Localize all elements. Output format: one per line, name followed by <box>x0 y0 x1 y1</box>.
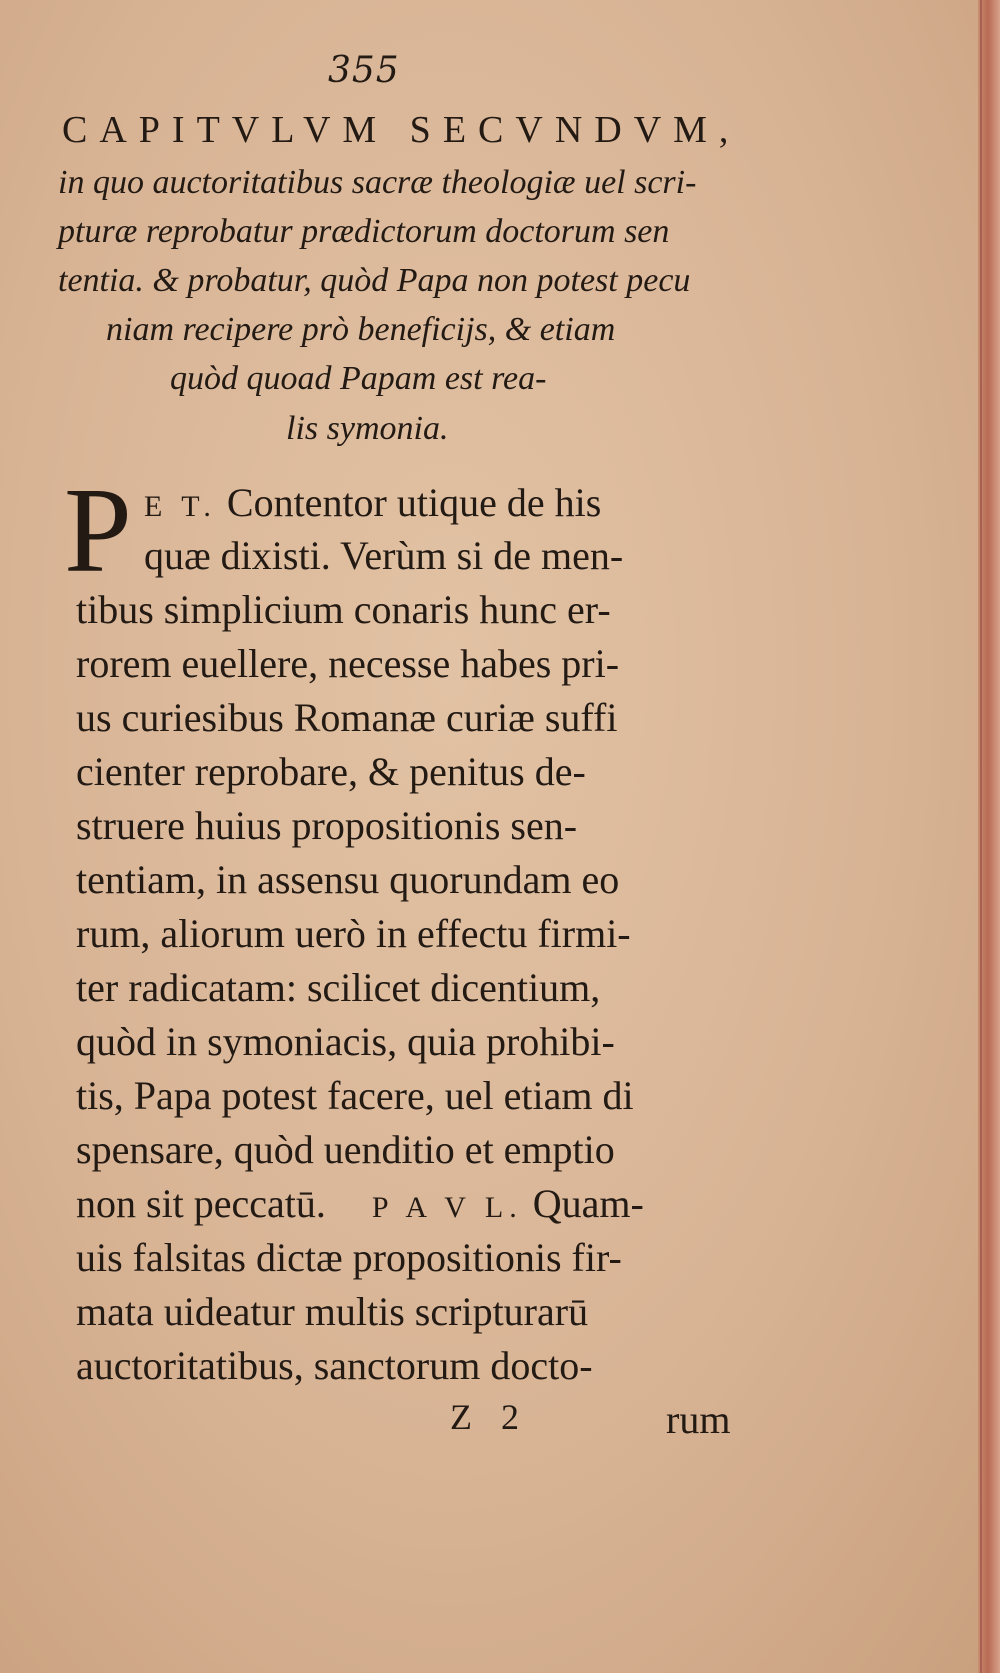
body-line: auctoritatibus, sanctorum docto- <box>76 1343 593 1388</box>
page-number: 355 <box>328 50 400 91</box>
body-line: struere huius propositionis sen- <box>76 803 578 848</box>
catchword: rum <box>666 1397 731 1442</box>
subtitle-line: tentia. & probatur, quòd Papa non potest pecu <box>58 262 691 299</box>
paul-text: Quam- <box>522 1181 644 1226</box>
body-line: tentiam, in assensu quorundam eo <box>76 857 620 902</box>
speaker-paul: P A V L. <box>371 1191 523 1224</box>
body-line: tibus simplicium conaris hunc er- <box>76 587 611 632</box>
body-line: spensare, quòd uenditio et emptio <box>76 1127 615 1172</box>
subtitle-line: quòd quoad Papam est rea- <box>170 360 547 397</box>
chapter-heading: CAPITVLVM SECVNDVM, <box>62 109 741 151</box>
body-line: rorem euellere, necesse habes pri- <box>76 641 620 686</box>
signature-mark: Z 2 <box>450 1397 529 1437</box>
subtitle-line: niam recipere prò beneficijs, & etiam <box>106 311 616 348</box>
subtitle-line: lis symonia. <box>286 410 449 447</box>
speaker-pet: E T. <box>144 490 217 523</box>
subtitle-line: in quo auctoritatibus sacræ theologiæ uel scri- <box>58 164 697 201</box>
body-line: rum, aliorum uerò in effectu firmi- <box>76 911 631 956</box>
drop-cap: P <box>64 463 132 598</box>
body-line: uis falsitas dictæ propositionis fir- <box>76 1235 622 1280</box>
body-line-speaker <box>76 1181 644 1231</box>
body-line: ter radicatam: scilicet dicentium, <box>76 965 601 1010</box>
body-line: quæ dixisti. Verùm si de men- <box>144 533 624 578</box>
body-line: Contentor utique de his <box>216 480 602 525</box>
body-line-first <box>144 480 601 530</box>
body-line: quòd in symoniacis, quia prohibi- <box>76 1019 615 1064</box>
body-line: us curiesibus Romanæ curiæ suffi <box>76 695 618 740</box>
body-line: cienter reprobare, & penitus de- <box>76 749 586 794</box>
body-line: non sit peccatū. <box>76 1181 326 1226</box>
subtitle-line: pturæ reprobatur prædictorum doctorum sen <box>58 213 670 250</box>
body-line: mata uideatur multis scripturarū <box>76 1289 589 1334</box>
chapter-subtitle <box>0 0 1000 460</box>
body-line: tis, Papa potest facere, uel etiam di <box>76 1073 634 1118</box>
